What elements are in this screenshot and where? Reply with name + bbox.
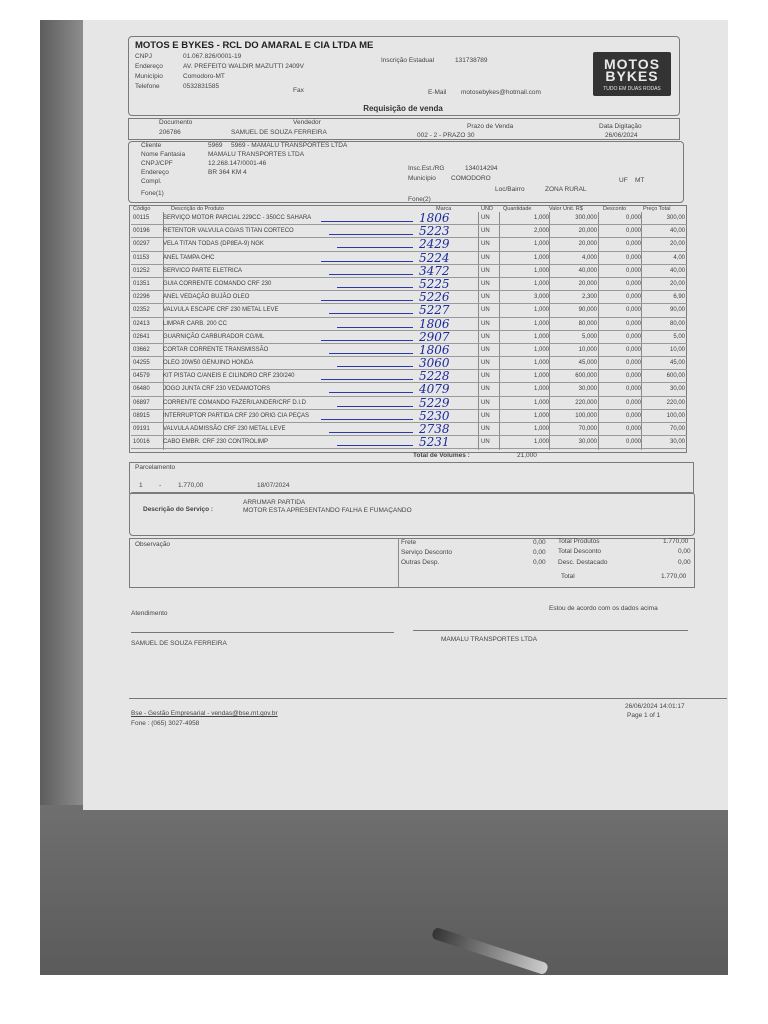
client-label: Cliente: [141, 142, 162, 149]
system-phone: Fone : (065) 3027-4958: [131, 720, 200, 727]
item-discount: 0,000: [625, 320, 641, 327]
header-und: UND: [481, 206, 493, 212]
item-description: CABO EMBR. CRF 230 CONTROLIMP: [163, 439, 269, 446]
item-code: 00297: [133, 241, 150, 248]
table-surface: [40, 805, 728, 975]
handwritten-underline: [337, 445, 413, 446]
item-code: 04255: [133, 360, 150, 367]
total-products-label: Total Produtos: [558, 538, 600, 545]
item-discount: 0,000: [625, 439, 641, 446]
item-total: 70,00: [669, 426, 685, 432]
fantasy-label: Nome Fantasia: [141, 151, 186, 158]
item-total: 20,00: [669, 280, 685, 287]
header-unit: Valor Unit. R$: [549, 206, 583, 212]
item-code: 00115: [133, 215, 150, 221]
item-unit-price: 90,000: [578, 307, 597, 314]
header-code: Código: [133, 206, 151, 212]
item-code: 02641: [133, 333, 150, 340]
item-unit-price: 30,000: [578, 439, 597, 446]
item-quantity: 1,000: [533, 267, 549, 274]
total-products-value: 1.770,00: [663, 538, 689, 545]
item-code: 01351: [133, 280, 150, 287]
item-unit: UN: [481, 280, 490, 287]
table-row: [131, 304, 687, 317]
scan-edge-shadow: [40, 20, 85, 805]
total-discount-label: Total Desconto: [558, 548, 601, 555]
item-description: CORRENTE COMANDO FAZER/LANDER/CRF D.I.D: [163, 399, 307, 406]
table-row: [131, 278, 687, 291]
item-unit-price: 20,000: [578, 241, 597, 248]
item-total: 30,00: [669, 439, 685, 446]
ie-value: 131738789: [455, 57, 488, 64]
item-description: OLEO 20W50 GENUINO HONDA: [163, 360, 254, 367]
item-unit: UN: [481, 346, 490, 353]
table-row: [131, 331, 687, 344]
item-description: VELA TITAN TODAS (DP8EA-9) NGK: [163, 241, 264, 248]
item-total: 40,00: [669, 228, 685, 235]
handwritten-underline: [337, 327, 413, 328]
item-discount: 0,000: [625, 346, 641, 353]
item-unit-price: 300,000: [575, 215, 597, 221]
item-brand-handwritten: 1806: [419, 316, 450, 331]
phone-label: Telefone: [135, 83, 160, 90]
item-unit: UN: [481, 412, 490, 419]
item-total: 6,90: [673, 294, 685, 301]
item-brand-handwritten: 2738: [419, 422, 450, 436]
handwritten-underline: [329, 432, 413, 433]
item-description: ANEL VEDAÇÃO BUJÃO OLEO: [163, 294, 250, 301]
item-brand-handwritten: 2429: [419, 237, 450, 252]
item-description: CORTAR CORRENTE TRANSMISSÃO: [163, 346, 269, 353]
table-row: [131, 357, 687, 370]
handwritten-underline: [329, 353, 413, 354]
item-unit: UN: [481, 241, 490, 248]
item-discount: 0,000: [625, 386, 641, 393]
client-address-label: Endereço: [141, 169, 169, 176]
item-total: 10,00: [669, 346, 685, 353]
volumes-label: Total de Volumes :: [413, 452, 470, 459]
handwritten-underline: [337, 287, 413, 288]
item-unit: UN: [481, 267, 490, 274]
company-name: MOTOS E BYKES - RCL DO AMARAL E CIA LTDA ME: [135, 40, 374, 51]
handwritten-underline: [321, 379, 413, 380]
item-discount: 0,000: [625, 280, 641, 287]
volumes-value: 21,000: [517, 452, 537, 459]
item-total: 30,00: [669, 386, 685, 393]
grand-total-value: 1.770,00: [661, 573, 687, 580]
item-unit: UN: [481, 215, 490, 221]
handwritten-underline: [337, 366, 413, 367]
item-quantity: 1,000: [533, 254, 549, 261]
item-discount: 0,000: [625, 399, 641, 406]
items-table-body: [131, 212, 687, 449]
table-row: [131, 291, 687, 304]
item-discount: 0,000: [625, 294, 641, 301]
item-quantity: 1,000: [533, 333, 549, 340]
date-value: 26/06/2024: [605, 132, 638, 139]
item-brand-handwritten: 5224: [419, 250, 450, 265]
item-brand-handwritten: 2907: [419, 329, 450, 344]
table-row: [131, 436, 687, 449]
client-signature-line: [413, 630, 688, 631]
header-discount: Desconto: [603, 206, 627, 212]
item-unit: UN: [481, 373, 490, 380]
item-description: RETENTOR VALVULA CG/AS TITAN CORTECO: [163, 228, 294, 235]
item-discount: 0,000: [625, 215, 641, 221]
date-label: Data Digitação: [599, 123, 642, 130]
item-quantity: 1,000: [533, 280, 549, 287]
item-total: 80,00: [669, 320, 685, 327]
grand-total-label: Total: [561, 573, 575, 580]
highlighted-discount-value: 0,00: [678, 559, 691, 566]
item-description: GUIA CORRENTE COMANDO CRF 230: [163, 280, 272, 287]
item-quantity: 1,000: [533, 215, 549, 221]
table-row: [131, 212, 687, 225]
item-description: VALVULA ADMISSÃO CRF 230 METAL LEVE: [163, 426, 286, 432]
handwritten-underline: [337, 247, 413, 248]
item-description: ANEL TAMPA OHC: [163, 254, 215, 261]
freight-value: 0,00: [533, 539, 546, 546]
fantasy-value: MAMALU TRANSPORTES LTDA: [208, 151, 305, 158]
page-number: Page 1 of 1: [627, 712, 661, 719]
client-city-value: COMODORO: [451, 175, 491, 182]
item-description: VALVULA ESCAPE CRF 230 METAL LEVE: [163, 307, 279, 314]
handwritten-underline: [329, 234, 413, 235]
item-unit-price: 4,000: [581, 254, 597, 261]
item-quantity: 1,000: [533, 399, 549, 406]
doc-label: Documento: [159, 119, 193, 126]
handwritten-underline: [321, 419, 413, 420]
item-discount: 0,000: [625, 241, 641, 248]
other-expenses-value: 0,00: [533, 559, 546, 566]
item-discount: 0,000: [625, 412, 641, 419]
ie-label: Inscrição Estadual: [381, 57, 435, 64]
item-discount: 0,000: [625, 228, 641, 235]
item-brand-handwritten: 5228: [419, 369, 450, 384]
item-code: 02352: [133, 307, 150, 314]
totals-divider: [398, 538, 399, 588]
total-discount-value: 0,00: [678, 548, 691, 555]
item-code: 00196: [133, 228, 150, 235]
email-label: E-Mail: [428, 89, 447, 96]
item-code: 02296: [133, 294, 150, 301]
print-timestamp: 26/06/2024 14:01:17: [625, 703, 685, 710]
company-logo: MOTOS BYKES TUDO EM DUAS RODAS: [593, 52, 671, 96]
table-row: [131, 344, 687, 357]
handwritten-underline: [321, 300, 413, 301]
handwritten-underline: [329, 313, 413, 314]
item-total: 4,00: [673, 254, 685, 261]
phone-value: 0532831585: [183, 83, 220, 90]
item-description: SERVICO PARTE ELETRICA: [163, 267, 243, 274]
service-box: [129, 492, 695, 536]
item-unit: UN: [481, 426, 490, 432]
handwritten-underline: [329, 274, 413, 275]
fax-label: Fax: [293, 87, 304, 94]
phone2-label: Fone(2): [408, 196, 431, 203]
compl-label: Compl.: [141, 178, 162, 185]
item-code: 01252: [133, 267, 150, 274]
cnpj-value: 01.067.826/0001-19: [183, 53, 242, 60]
table-row: [131, 238, 687, 251]
item-code: 06897: [133, 399, 150, 406]
header-total: Preço Total: [643, 206, 671, 212]
item-unit-price: 100,000: [575, 412, 597, 419]
item-unit: UN: [481, 228, 490, 235]
item-brand-handwritten: 5223: [419, 224, 450, 239]
item-description: GUARNIÇÃO CARBURADOR CG/ML: [163, 333, 265, 340]
item-quantity: 1,000: [533, 412, 549, 419]
item-brand-handwritten: 5230: [419, 408, 450, 423]
item-unit-price: 40,000: [578, 267, 597, 274]
item-quantity: 1,000: [533, 426, 549, 432]
item-total: 90,00: [669, 307, 685, 314]
item-description: SERVIÇO MOTOR PARCIAL 229CC - 350CC SAHARA: [163, 215, 312, 221]
header-description: Descrição do Produto: [171, 206, 224, 212]
item-brand-handwritten: 3060: [419, 356, 450, 371]
item-brand-handwritten: 1806: [419, 342, 450, 357]
item-quantity: 1,000: [533, 241, 549, 248]
item-brand-handwritten: 4079: [419, 382, 450, 397]
header-qty: Quantidade: [503, 206, 532, 212]
item-quantity: 1,000: [533, 346, 549, 353]
item-brand-handwritten: 1806: [419, 211, 450, 225]
header-brand: Marca: [436, 206, 452, 212]
address-label: Endereço: [135, 63, 163, 70]
item-discount: 0,000: [625, 360, 641, 367]
item-unit: UN: [481, 360, 490, 367]
item-code: 09191: [133, 426, 150, 432]
client-signature-name: MAMALU TRANSPORTES LTDA: [441, 636, 538, 643]
client-address-value: BR 364 KM 4: [208, 169, 247, 176]
table-row: [131, 397, 687, 410]
terms-value: 002 - 2 - PRAZO 30: [417, 132, 475, 139]
item-total: 40,00: [669, 267, 685, 274]
item-code: 03662: [133, 346, 150, 353]
seller-signature-line: [131, 632, 394, 633]
item-unit: UN: [481, 294, 490, 301]
item-unit-price: 2,300: [581, 294, 597, 301]
service-discount-label: Serviço Desconto: [401, 549, 452, 556]
table-row: [131, 410, 687, 423]
table-row: [131, 370, 687, 383]
document-title: Requisição de venda: [363, 104, 443, 113]
item-unit-price: 5,000: [581, 333, 597, 340]
table-row: [131, 225, 687, 238]
item-brand-handwritten: 5229: [419, 395, 450, 410]
service-label: Descrição do Serviço :: [143, 506, 214, 513]
table-row: [131, 252, 687, 265]
service-line-1: ARRUMAR PARTIDA: [243, 499, 306, 506]
item-unit-price: 70,000: [578, 426, 597, 432]
item-unit-price: 20,000: [578, 280, 597, 287]
item-description: KIT PISTAO C/ANEIS E CILINDRO CRF 230/240: [163, 373, 295, 380]
item-unit-price: 600,000: [575, 373, 597, 380]
client-city-label: Município: [408, 175, 436, 182]
item-quantity: 2,000: [533, 228, 549, 235]
item-brand-handwritten: 5227: [419, 303, 450, 318]
table-row: [131, 265, 687, 278]
installments-box: [129, 462, 694, 494]
item-code: 08915: [133, 412, 150, 419]
client-cnpj-label: CNPJ/CPF: [141, 160, 173, 167]
seller-signature-name: SAMUEL DE SOUZA FERREIRA: [131, 640, 227, 647]
item-total: 5,00: [673, 333, 685, 340]
item-quantity: 1,000: [533, 320, 549, 327]
item-description: JOGO JUNTA CRF 230 VEDAMOTORS: [163, 386, 271, 393]
client-cnpj-value: 12.268.147/0001-46: [208, 160, 267, 167]
table-row: [131, 318, 687, 331]
item-total: 100,00: [666, 412, 685, 419]
item-code: 06480: [133, 386, 150, 393]
table-row: [131, 423, 687, 436]
item-quantity: 1,000: [533, 386, 549, 393]
item-description: INTERRUPTOR PARTIDA CRF 230 ORIG CIA PEÇAS: [163, 412, 310, 419]
item-discount: 0,000: [625, 426, 641, 432]
district-label: Loc/Bairro: [495, 186, 525, 193]
seller-label: Vendedor: [293, 119, 321, 126]
phone1-label: Fone(1): [141, 190, 164, 197]
client-ie-label: Insc.Est./RG: [408, 165, 445, 172]
item-unit-price: 80,000: [578, 320, 597, 327]
footer-divider: [129, 698, 727, 699]
observation-label: Observação: [135, 541, 171, 548]
handwritten-underline: [321, 221, 413, 222]
item-unit: UN: [481, 320, 490, 327]
item-unit-price: 10,000: [578, 346, 597, 353]
uf-label: UF: [619, 177, 628, 184]
installment-value: 1.770,00: [178, 482, 204, 489]
city-value: Comodoro-MT: [183, 73, 225, 80]
item-unit-price: 45,000: [578, 360, 597, 367]
meta-box: [128, 118, 680, 140]
doc-value: 206786: [159, 129, 181, 136]
item-quantity: 1,000: [533, 307, 549, 314]
seller-value: SAMUEL DE SOUZA FERREIRA: [231, 129, 327, 136]
address-value: AV. PREFEITO WALDIR MAZUTTI 2409V: [183, 63, 305, 70]
item-description: LIMPAR CARB. 200 CC: [163, 320, 227, 327]
item-quantity: 1,000: [533, 360, 549, 367]
item-unit: UN: [481, 386, 490, 393]
terms-label: Prazo de Venda: [467, 123, 514, 130]
item-brand-handwritten: 5226: [419, 290, 450, 305]
item-code: 10016: [133, 439, 150, 446]
handwritten-underline: [321, 261, 413, 262]
item-quantity: 3,000: [533, 294, 549, 301]
installment-number: 1: [139, 482, 143, 489]
handwritten-underline: [329, 392, 413, 393]
item-discount: 0,000: [625, 267, 641, 274]
table-row: [131, 383, 687, 396]
item-total: 45,00: [669, 360, 685, 367]
item-unit: UN: [481, 439, 490, 446]
other-expenses-label: Outras Desp.: [401, 559, 440, 566]
item-quantity: 1,000: [533, 373, 549, 380]
sales-requisition-document: [83, 20, 728, 810]
installments-label: Parcelamento: [135, 464, 176, 471]
client-code: 5969: [208, 142, 223, 149]
item-code: 04579: [133, 373, 150, 380]
item-unit-price: 20,000: [578, 228, 597, 235]
system-credit: Bse - Gestão Empresarial - vendas@bse.mt.gov.br: [131, 710, 278, 717]
item-discount: 0,000: [625, 254, 641, 261]
service-line-2: MOTOR ESTA APRESENTANDO FALHA E FUMAÇANDO: [243, 507, 412, 514]
cnpj-label: CNPJ: [135, 53, 152, 60]
service-discount-value: 0,00: [533, 549, 546, 556]
city-label: Município: [135, 73, 163, 80]
installment-sep: -: [159, 482, 162, 489]
freight-label: Frete: [401, 539, 417, 546]
item-unit: UN: [481, 399, 490, 406]
installment-due: 18/07/2024: [257, 482, 290, 489]
email-value: motosebykes@hotmail.com: [461, 89, 541, 96]
item-discount: 0,000: [625, 307, 641, 314]
item-total: 20,00: [669, 241, 685, 248]
item-unit: UN: [481, 333, 490, 340]
item-total: 300,00: [666, 215, 685, 221]
item-discount: 0,000: [625, 373, 641, 380]
district-value: ZONA RURAL: [545, 186, 587, 193]
item-total: 220,00: [666, 399, 685, 406]
item-unit: UN: [481, 254, 490, 261]
item-brand-handwritten: 5231: [419, 435, 450, 450]
item-discount: 0,000: [625, 333, 641, 340]
client-name: 5969 - MAMALU TRANSPORTES LTDA: [231, 142, 348, 149]
item-code: 01153: [133, 254, 150, 261]
item-unit-price: 30,000: [578, 386, 597, 393]
item-brand-handwritten: 3472: [419, 263, 450, 278]
handwritten-underline: [321, 340, 413, 341]
handwritten-underline: [337, 406, 413, 407]
item-code: 02413: [133, 320, 150, 327]
client-ie-value: 134014294: [465, 165, 498, 172]
item-unit-price: 220,000: [575, 399, 597, 406]
attendance-label: Atendimento: [131, 610, 168, 617]
item-total: 600,00: [666, 373, 685, 380]
item-unit: UN: [481, 307, 490, 314]
item-brand-handwritten: 5225: [419, 276, 450, 291]
item-quantity: 1,000: [533, 439, 549, 446]
highlighted-discount-label: Desc. Destacado: [558, 559, 608, 566]
agreement-text: Estou de acordo com os dados acima: [549, 605, 658, 612]
uf-value: MT: [635, 177, 645, 184]
